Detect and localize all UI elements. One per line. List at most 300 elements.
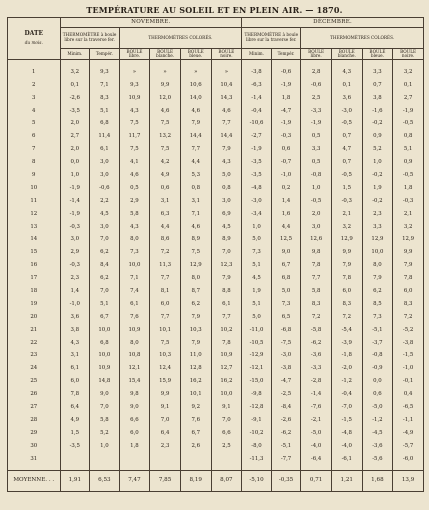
dec-value-cell: -12,8 <box>242 401 272 414</box>
nov-value-cell: 3,1 <box>180 195 211 208</box>
nov-value-cell: 11,0 <box>180 350 211 363</box>
dec-value-cell: 12,5 <box>271 234 301 247</box>
dec-value-cell: 3,0 <box>301 221 332 234</box>
nov-value-cell: 10,8 <box>119 350 150 363</box>
nov-value-cell: 7,5 <box>150 143 181 156</box>
nov-value-cell: 12,3 <box>211 259 242 272</box>
dec-value-cell: -6,1 <box>331 453 362 466</box>
dec-value-cell: 12,9 <box>331 234 362 247</box>
dec-value-cell: 5,0 <box>242 311 272 324</box>
nov-average-cell: 8,19 <box>180 470 211 491</box>
nov-value-cell: 7,9 <box>180 337 211 350</box>
nov-value-cell: 8,0 <box>180 272 211 285</box>
nov-average-cell: 6,53 <box>90 470 120 491</box>
dec-value-cell: -3,8 <box>393 337 424 350</box>
dec-value-cell: 0,2 <box>271 182 301 195</box>
dec-value-cell: -0,6 <box>301 79 332 92</box>
dec-value-cell: 1,4 <box>271 195 301 208</box>
nov-value-cell: 6,4 <box>150 427 181 440</box>
day-cell: 14 <box>8 234 61 247</box>
dec-value-cell: 8,5 <box>362 298 393 311</box>
nov-value-cell: 7,2 <box>150 247 181 260</box>
dec-value-cell: -10,2 <box>242 427 272 440</box>
date-header-sublabel: du mois. <box>24 40 43 46</box>
dec-value-cell: -1,0 <box>393 363 424 376</box>
nov-value-cell: 4,9 <box>60 414 90 427</box>
dec-value-cell: -1,5 <box>393 350 424 363</box>
nov-value-cell: 10,9 <box>119 324 150 337</box>
dec-value-cell: -5,7 <box>393 440 424 453</box>
nov-value-cell: 7,0 <box>211 247 242 260</box>
dec-value-cell: -4,8 <box>242 182 272 195</box>
nov-value-cell: 7,6 <box>119 311 150 324</box>
nov-value-cell: 6,2 <box>90 247 120 260</box>
day-cell: 23 <box>8 350 61 363</box>
nov-value-cell: 6,7 <box>180 427 211 440</box>
dec-value-cell: -12,9 <box>242 350 272 363</box>
data-rows <box>8 60 424 466</box>
dec-value-cell: -3,7 <box>362 337 393 350</box>
nov-value-cell: 2,9 <box>119 195 150 208</box>
nov-value-cell: 8,7 <box>180 285 211 298</box>
date-header-label: DATE <box>24 30 44 38</box>
nov-value-cell: 9,9 <box>150 79 181 92</box>
temperature-table <box>7 17 424 492</box>
nov-value-cell: 3,0 <box>90 169 120 182</box>
nov-value-cell: 0,5 <box>119 182 150 195</box>
day-cell: 26 <box>8 388 61 401</box>
nov-value-cell: 4,3 <box>60 337 90 350</box>
nov-value-cell: 10,0 <box>119 259 150 272</box>
day-cell: 8 <box>8 156 61 169</box>
dec-value-cell: 8,0 <box>362 259 393 272</box>
dec-value-cell: 7,9 <box>362 272 393 285</box>
dec-value-cell: -5,0 <box>362 401 393 414</box>
nov-value-cell: 7,1 <box>90 79 120 92</box>
dec-value-cell: -2,0 <box>331 363 362 376</box>
nov-value-cell: 9,3 <box>90 60 120 80</box>
dec-value-cell: -1,9 <box>271 79 301 92</box>
dec-value-cell: -1,2 <box>362 414 393 427</box>
nov-value-cell: 9,8 <box>119 388 150 401</box>
dec-value-cell: 4,3 <box>331 60 362 80</box>
nov-value-cell: 12,8 <box>180 363 211 376</box>
dec-average-cell: 0,71 <box>301 470 332 491</box>
nov-value-cell: 8,9 <box>180 234 211 247</box>
table-row <box>8 92 424 105</box>
nov-value-cell: -1,9 <box>60 208 90 221</box>
nov-value-cell: 3,6 <box>60 311 90 324</box>
nov-value-cell: 9,3 <box>119 79 150 92</box>
nov-value-cell: 6,8 <box>90 118 120 131</box>
dec-value-cell: 2,8 <box>301 60 332 80</box>
dec-value-cell: -0,6 <box>271 60 301 80</box>
day-cell: 11 <box>8 195 61 208</box>
nov-value-cell: 12,7 <box>211 363 242 376</box>
dec-value-cell: 3,2 <box>393 221 424 234</box>
nov-value-cell: 3,2 <box>60 60 90 80</box>
dec-value-cell: -0,7 <box>271 156 301 169</box>
dec-value-cell: 1,9 <box>242 285 272 298</box>
nov-value-cell: 7,9 <box>211 272 242 285</box>
nov-value-cell: 6,8 <box>90 337 120 350</box>
nov-value-cell: 5,8 <box>90 414 120 427</box>
subheader-dec-4: BOULE bleue. <box>362 49 393 60</box>
dec-value-cell: 0,8 <box>393 131 424 144</box>
nov-value-cell: 7,5 <box>119 118 150 131</box>
dec-value-cell: -10,6 <box>242 118 272 131</box>
table-row <box>8 337 424 350</box>
dec-value-cell: -4,9 <box>393 427 424 440</box>
nov-value-cell: 6,1 <box>119 298 150 311</box>
nov-value-cell: 3,0 <box>60 234 90 247</box>
dec-value-cell: -1,9 <box>393 105 424 118</box>
dec-value-cell: -6,3 <box>242 79 272 92</box>
dec-value-cell: -4,8 <box>331 427 362 440</box>
nov-value-cell: 2,9 <box>60 247 90 260</box>
dec-value-cell: -0,3 <box>271 131 301 144</box>
table-row <box>8 221 424 234</box>
nov-value-cell: 3,0 <box>211 195 242 208</box>
date-column-header <box>8 18 61 60</box>
dec-value-cell: -8,4 <box>271 401 301 414</box>
dec-value-cell: 2,5 <box>301 92 332 105</box>
dec-value-cell: -0,8 <box>301 169 332 182</box>
day-cell: 3 <box>8 92 61 105</box>
table-row <box>8 311 424 324</box>
dec-value-cell: -1,9 <box>271 118 301 131</box>
dec-value-cell: 8,3 <box>301 298 332 311</box>
nov-value-cell: 4,6 <box>180 221 211 234</box>
nov-value-cell: 8,1 <box>150 285 181 298</box>
nov-value-cell: 12,4 <box>150 363 181 376</box>
nov-value-cell: 6,2 <box>90 272 120 285</box>
day-cell: 25 <box>8 375 61 388</box>
nov-value-cell: 13,2 <box>150 131 181 144</box>
nov-value-cell: 4,6 <box>180 105 211 118</box>
dec-value-cell: 8,3 <box>393 298 424 311</box>
dec-value-cell: 3,8 <box>362 92 393 105</box>
nov-value-cell: 0,8 <box>180 182 211 195</box>
day-cell: 21 <box>8 324 61 337</box>
nov-value-cell <box>211 453 242 466</box>
dec-value-cell: -6,8 <box>271 324 301 337</box>
nov-value-cell: 6,3 <box>150 208 181 221</box>
day-cell: 22 <box>8 337 61 350</box>
averages-label: MOYENNE. . . <box>8 470 61 491</box>
subheader-dec-3: BOULE blanche. <box>331 49 362 60</box>
nov-value-cell: 7,8 <box>211 337 242 350</box>
table-row <box>8 285 424 298</box>
dec-value-cell: -5,2 <box>393 324 424 337</box>
nov-value-cell: 10,0 <box>90 324 120 337</box>
nov-value-cell: 7,1 <box>180 208 211 221</box>
nov-value-cell: 7,0 <box>90 401 120 414</box>
nov-value-cell: 7,0 <box>90 285 120 298</box>
day-cell: 17 <box>8 272 61 285</box>
dec-value-cell: -6,2 <box>271 427 301 440</box>
subheader-nov-1: Tempér. <box>90 49 120 60</box>
dec-value-cell: 2,1 <box>393 208 424 221</box>
nov-value-cell: 14,0 <box>180 92 211 105</box>
nov-value-cell: 5,1 <box>90 298 120 311</box>
nov-value-cell: 7,7 <box>211 118 242 131</box>
averages-row <box>8 470 424 491</box>
dec-value-cell: -3,3 <box>301 105 332 118</box>
table-row <box>8 388 424 401</box>
dec-value-cell: -7,5 <box>271 337 301 350</box>
nov-value-cell: 2,3 <box>150 440 181 453</box>
dec-value-cell: -9,1 <box>242 414 272 427</box>
nov-value-cell: 3,8 <box>60 324 90 337</box>
nov-value-cell: 7,9 <box>180 118 211 131</box>
dec-value-cell: -4,5 <box>362 427 393 440</box>
dec-value-cell: -3,0 <box>242 195 272 208</box>
dec-value-cell: 6,0 <box>331 285 362 298</box>
dec-value-cell: -0,2 <box>362 118 393 131</box>
nov-value-cell <box>90 453 120 466</box>
nov-value-cell: 6,0 <box>150 298 181 311</box>
dec-value-cell: -3,6 <box>301 350 332 363</box>
nov-value-cell: 10,2 <box>211 324 242 337</box>
dec-value-cell: 1,0 <box>301 182 332 195</box>
dec-value-cell: 1,5 <box>331 182 362 195</box>
day-cell: 20 <box>8 311 61 324</box>
table-row <box>8 324 424 337</box>
nov-value-cell: 14,8 <box>90 375 120 388</box>
nov-value-cell: 10,0 <box>211 388 242 401</box>
dec-value-cell: 7,8 <box>331 272 362 285</box>
nov-value-cell: » <box>180 60 211 80</box>
dec-value-cell: 7,9 <box>393 259 424 272</box>
nov-value-cell: 7,0 <box>211 414 242 427</box>
day-cell: 16 <box>8 259 61 272</box>
nov-value-cell: 3,1 <box>60 350 90 363</box>
dec-value-cell: -0,2 <box>362 195 393 208</box>
nov-value-cell: 6,0 <box>60 375 90 388</box>
nov-value-cell: 4,1 <box>119 156 150 169</box>
dec-value-cell: 2,3 <box>362 208 393 221</box>
nov-value-cell <box>150 453 181 466</box>
table-row <box>8 156 424 169</box>
table-row <box>8 401 424 414</box>
table-row <box>8 195 424 208</box>
subheader-nov-3: BOULE blanche. <box>150 49 181 60</box>
dec-value-cell: -1,0 <box>271 169 301 182</box>
day-cell: 15 <box>8 247 61 260</box>
day-cell: 7 <box>8 143 61 156</box>
dec-value-cell: -0,4 <box>242 105 272 118</box>
dec-value-cell: -3,8 <box>242 60 272 80</box>
group-header-thermometer-1: THERMOMÈTRE à boule libre sur la traverse fer. <box>60 28 119 49</box>
table-row <box>8 414 424 427</box>
dec-value-cell: 7,7 <box>301 272 332 285</box>
table-row <box>8 272 424 285</box>
table-row <box>8 247 424 260</box>
dec-value-cell: -11,3 <box>242 453 272 466</box>
nov-value-cell: 9,1 <box>150 401 181 414</box>
dec-value-cell: -8,0 <box>242 440 272 453</box>
day-cell: 6 <box>8 131 61 144</box>
dec-value-cell: 3,6 <box>331 92 362 105</box>
nov-value-cell: 8,6 <box>150 234 181 247</box>
nov-value-cell: -3,5 <box>60 105 90 118</box>
nov-value-cell: 1,8 <box>119 440 150 453</box>
dec-value-cell: 9,0 <box>271 247 301 260</box>
nov-value-cell: 6,2 <box>180 298 211 311</box>
month-header-december: DÉCEMBRE. <box>242 18 424 28</box>
nov-value-cell: 15,9 <box>150 375 181 388</box>
nov-value-cell: 7,9 <box>180 311 211 324</box>
nov-value-cell: 4,6 <box>150 105 181 118</box>
table-row <box>8 105 424 118</box>
dec-value-cell: -1,4 <box>301 388 332 401</box>
nov-average-cell: 1,91 <box>60 470 90 491</box>
dec-value-cell: -0,2 <box>362 169 393 182</box>
nov-value-cell: 4,3 <box>119 221 150 234</box>
nov-value-cell: 11,3 <box>150 259 181 272</box>
dec-value-cell: 3,3 <box>362 221 393 234</box>
dec-value-cell: -0,5 <box>301 195 332 208</box>
nov-value-cell: 9,1 <box>211 401 242 414</box>
nov-value-cell: 5,8 <box>119 208 150 221</box>
day-cell: 31 <box>8 453 61 466</box>
dec-value-cell: 0,1 <box>331 79 362 92</box>
nov-value-cell: -1,4 <box>60 195 90 208</box>
dec-value-cell: -7,7 <box>271 453 301 466</box>
dec-value-cell: 2,7 <box>393 92 424 105</box>
dec-value-cell: -7,0 <box>331 401 362 414</box>
dec-value-cell: 1,9 <box>362 182 393 195</box>
dec-value-cell: 5,1 <box>242 298 272 311</box>
month-header-november: NOVEMBRE. <box>60 18 242 28</box>
dec-value-cell: 7,2 <box>393 311 424 324</box>
dec-value-cell: -3,0 <box>331 105 362 118</box>
dec-value-cell: -3,9 <box>331 337 362 350</box>
subheader-dec-2: BOULE libre. <box>301 49 332 60</box>
dec-value-cell: -4,7 <box>271 375 301 388</box>
nov-value-cell: 6,1 <box>211 298 242 311</box>
dec-value-cell: 7,9 <box>331 259 362 272</box>
dec-value-cell: 3,3 <box>301 143 332 156</box>
dec-value-cell: 0,6 <box>362 388 393 401</box>
table-row <box>8 182 424 195</box>
nov-average-cell: 8,07 <box>211 470 242 491</box>
nov-value-cell: 7,5 <box>150 118 181 131</box>
nov-value-cell: » <box>211 60 242 80</box>
nov-value-cell: 3,0 <box>90 156 120 169</box>
table-row <box>8 143 424 156</box>
dec-value-cell: 7,2 <box>301 311 332 324</box>
table-row <box>8 440 424 453</box>
dec-average-cell: 1,21 <box>331 470 362 491</box>
table-row <box>8 363 424 376</box>
nov-value-cell: 11,4 <box>90 131 120 144</box>
nov-value-cell: 9,9 <box>150 388 181 401</box>
nov-value-cell: 7,5 <box>119 143 150 156</box>
dec-value-cell: -3,6 <box>362 440 393 453</box>
nov-value-cell: 5,2 <box>90 427 120 440</box>
nov-value-cell: 9,0 <box>119 401 150 414</box>
dec-value-cell: -0,1 <box>393 375 424 388</box>
table-row <box>8 60 424 80</box>
dec-value-cell: 0,1 <box>393 79 424 92</box>
day-cell: 5 <box>8 118 61 131</box>
dec-value-cell: -10,5 <box>242 337 272 350</box>
dec-value-cell: -5,8 <box>301 324 332 337</box>
dec-value-cell: -1,9 <box>242 143 272 156</box>
nov-value-cell: 8,9 <box>211 234 242 247</box>
nov-value-cell: 7,5 <box>180 247 211 260</box>
table-row <box>8 79 424 92</box>
nov-value-cell: 8,3 <box>90 92 120 105</box>
dec-value-cell: 5,2 <box>362 143 393 156</box>
table-row <box>8 350 424 363</box>
dec-value-cell: 3,2 <box>331 221 362 234</box>
nov-value-cell: 3,0 <box>90 221 120 234</box>
group-header-colored-1: THERMOMÈTRES COLORÉS. <box>119 28 242 49</box>
dec-value-cell: 1,6 <box>271 208 301 221</box>
day-cell: 13 <box>8 221 61 234</box>
nov-value-cell: 7,3 <box>119 247 150 260</box>
table-row <box>8 427 424 440</box>
dec-value-cell: 0,7 <box>362 79 393 92</box>
dec-value-cell: -5,1 <box>271 440 301 453</box>
dec-value-cell: -0,5 <box>393 169 424 182</box>
nov-value-cell: 0,0 <box>60 156 90 169</box>
dec-value-cell: -12,1 <box>242 363 272 376</box>
nov-value-cell: 0,6 <box>150 182 181 195</box>
dec-value-cell: 0,0 <box>362 375 393 388</box>
dec-value-cell: 6,5 <box>271 311 301 324</box>
dec-value-cell: -0,5 <box>331 169 362 182</box>
nov-value-cell: 7,4 <box>119 285 150 298</box>
nov-value-cell: 6,4 <box>60 401 90 414</box>
day-cell: 10 <box>8 182 61 195</box>
dec-value-cell: -4,0 <box>331 440 362 453</box>
dec-value-cell: 1,8 <box>393 182 424 195</box>
nov-value-cell: 10,9 <box>90 363 120 376</box>
dec-value-cell: -1,2 <box>331 375 362 388</box>
day-cell: 2 <box>8 79 61 92</box>
nov-value-cell: -1,9 <box>60 182 90 195</box>
dec-value-cell: 3,3 <box>362 60 393 80</box>
table-row <box>8 298 424 311</box>
nov-value-cell: 14,4 <box>211 131 242 144</box>
dec-value-cell: -1,1 <box>393 414 424 427</box>
nov-value-cell: -1,0 <box>60 298 90 311</box>
dec-value-cell: 7,3 <box>271 298 301 311</box>
dec-value-cell: -0,3 <box>331 195 362 208</box>
group-header-colored-2: THERMOMÈTRES COLORÉS. <box>301 28 424 49</box>
dec-value-cell: -11,0 <box>242 324 272 337</box>
table-row <box>8 234 424 247</box>
nov-value-cell: 6,7 <box>90 311 120 324</box>
table-row <box>8 208 424 221</box>
nov-value-cell: 2,6 <box>180 440 211 453</box>
day-cell: 12 <box>8 208 61 221</box>
nov-value-cell: 11,7 <box>119 131 150 144</box>
dec-value-cell: 12,6 <box>301 234 332 247</box>
nov-value-cell: 3,1 <box>150 195 181 208</box>
dec-value-cell: 4,7 <box>331 143 362 156</box>
nov-value-cell: 10,3 <box>150 350 181 363</box>
dec-average-cell: -5,10 <box>242 470 272 491</box>
nov-value-cell: 16,2 <box>180 375 211 388</box>
dec-value-cell: 7,3 <box>242 247 272 260</box>
dec-value-cell: -0,5 <box>331 118 362 131</box>
nov-value-cell: 10,0 <box>90 350 120 363</box>
